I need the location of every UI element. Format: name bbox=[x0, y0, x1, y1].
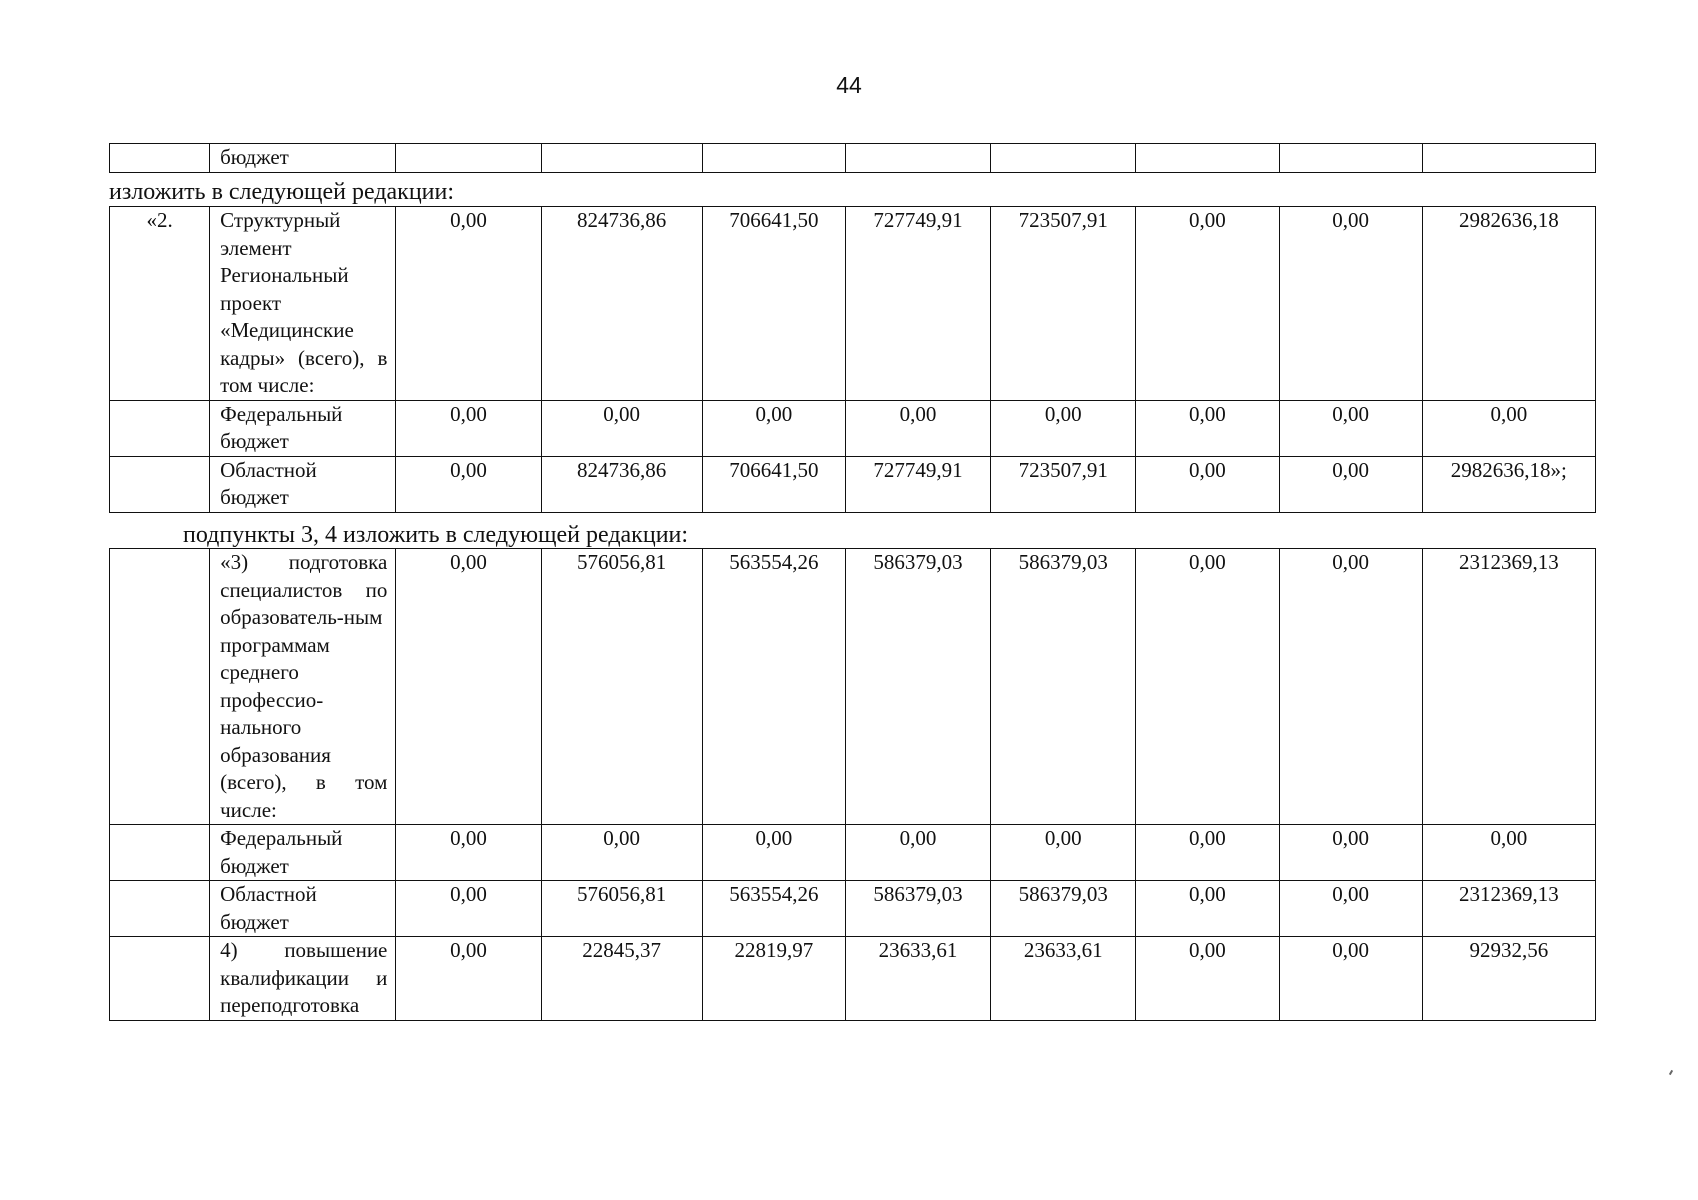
value-cell: 0,00 bbox=[1136, 207, 1279, 401]
value-cell: 0,00 bbox=[396, 825, 541, 881]
row-name-cell: Областной бюджет bbox=[210, 881, 396, 937]
row-name-cell: «3) подготовка специалистов по образователь-ным программам среднего профессио-нального образования (всего), в том числе: bbox=[210, 549, 396, 825]
value-cell: 0,00 bbox=[396, 549, 541, 825]
value-cell: 0,00 bbox=[1136, 825, 1279, 881]
value-cell: 576056,81 bbox=[541, 549, 702, 825]
value-cell: 0,00 bbox=[396, 456, 541, 512]
value-cell: 0,00 bbox=[1422, 400, 1595, 456]
value-cell: 706641,50 bbox=[702, 456, 845, 512]
value-cell: 0,00 bbox=[541, 825, 702, 881]
value-cell: 727749,91 bbox=[845, 456, 990, 512]
value-cell: 23633,61 bbox=[991, 937, 1136, 1021]
value-cell: 2982636,18»; bbox=[1422, 456, 1595, 512]
value-cell: 0,00 bbox=[1136, 456, 1279, 512]
value-cell: 563554,26 bbox=[702, 549, 845, 825]
value-cell: 0,00 bbox=[1279, 456, 1422, 512]
value-cell: 0,00 bbox=[396, 937, 541, 1021]
row-name-cell: Федеральный бюджет bbox=[210, 400, 396, 456]
value-cell: 0,00 bbox=[1279, 937, 1422, 1021]
value-cell: 0,00 bbox=[845, 400, 990, 456]
row-name-cell: 4) повышение квалификации и переподготовка bbox=[210, 937, 396, 1021]
value-cell: 723507,91 bbox=[991, 207, 1136, 401]
value-cell: 0,00 bbox=[1279, 207, 1422, 401]
row-number-cell: «2. bbox=[110, 207, 210, 401]
row-name-cell: Областной бюджет bbox=[210, 456, 396, 512]
table-row bbox=[110, 207, 1596, 401]
value-cell: 0,00 bbox=[1279, 549, 1422, 825]
value-cell: 586379,03 bbox=[845, 881, 990, 937]
value-cell: 563554,26 bbox=[702, 881, 845, 937]
row-number-cell bbox=[110, 825, 210, 881]
table-row bbox=[110, 881, 1596, 937]
caption-edit-note: изложить в следующей редакции: bbox=[109, 179, 455, 205]
table-row bbox=[110, 456, 1596, 512]
row-name-cell: бюджет bbox=[210, 144, 396, 173]
value-cell bbox=[991, 144, 1136, 173]
value-cell: 2312369,13 bbox=[1422, 881, 1595, 937]
caption-subitems-note: подпункты 3, 4 изложить в следующей редакции: bbox=[183, 522, 689, 548]
table-row bbox=[110, 144, 1596, 173]
value-cell: 0,00 bbox=[541, 400, 702, 456]
value-cell: 586379,03 bbox=[991, 881, 1136, 937]
value-cell bbox=[541, 144, 702, 173]
value-cell: 0,00 bbox=[396, 400, 541, 456]
value-cell: 0,00 bbox=[1279, 825, 1422, 881]
value-cell: 0,00 bbox=[991, 825, 1136, 881]
value-cell: 586379,03 bbox=[991, 549, 1136, 825]
value-cell: 0,00 bbox=[396, 881, 541, 937]
value-cell: 824736,86 bbox=[541, 207, 702, 401]
value-cell: 706641,50 bbox=[702, 207, 845, 401]
table-row bbox=[110, 825, 1596, 881]
value-cell: 0,00 bbox=[1136, 400, 1279, 456]
value-cell: 586379,03 bbox=[845, 549, 990, 825]
value-cell bbox=[1422, 144, 1595, 173]
row-number-cell bbox=[110, 144, 210, 173]
value-cell: 0,00 bbox=[1136, 549, 1279, 825]
table-row bbox=[110, 937, 1596, 1021]
row-number-cell bbox=[110, 881, 210, 937]
value-cell: 723507,91 bbox=[991, 456, 1136, 512]
table-subitems bbox=[109, 548, 1596, 1021]
value-cell: 23633,61 bbox=[845, 937, 990, 1021]
table-row bbox=[110, 549, 1596, 825]
row-number-cell bbox=[110, 937, 210, 1021]
value-cell: 0,00 bbox=[396, 207, 541, 401]
value-cell: 0,00 bbox=[702, 400, 845, 456]
value-cell: 0,00 bbox=[702, 825, 845, 881]
value-cell: 0,00 bbox=[1279, 881, 1422, 937]
value-cell: 0,00 bbox=[845, 825, 990, 881]
value-cell: 0,00 bbox=[991, 400, 1136, 456]
value-cell: 0,00 bbox=[1136, 937, 1279, 1021]
scan-speck bbox=[1669, 1070, 1673, 1075]
value-cell: 22819,97 bbox=[702, 937, 845, 1021]
row-number-cell bbox=[110, 549, 210, 825]
table-regional-project bbox=[109, 206, 1596, 513]
row-name-cell: Структурный элемент Региональный проект «Медицинские кадры» (всего), в том числе: bbox=[210, 207, 396, 401]
value-cell bbox=[702, 144, 845, 173]
page-number: 44 bbox=[836, 72, 862, 98]
value-cell: 0,00 bbox=[1279, 400, 1422, 456]
value-cell: 2312369,13 bbox=[1422, 549, 1595, 825]
value-cell bbox=[1279, 144, 1422, 173]
row-number-cell bbox=[110, 456, 210, 512]
value-cell: 0,00 bbox=[1422, 825, 1595, 881]
table-row bbox=[110, 400, 1596, 456]
row-name-cell: Федеральный бюджет bbox=[210, 825, 396, 881]
row-number-cell bbox=[110, 400, 210, 456]
value-cell bbox=[396, 144, 541, 173]
value-cell bbox=[1136, 144, 1279, 173]
value-cell: 576056,81 bbox=[541, 881, 702, 937]
value-cell: 22845,37 bbox=[541, 937, 702, 1021]
value-cell: 0,00 bbox=[1136, 881, 1279, 937]
value-cell: 727749,91 bbox=[845, 207, 990, 401]
value-cell: 2982636,18 bbox=[1422, 207, 1595, 401]
value-cell: 824736,86 bbox=[541, 456, 702, 512]
value-cell: 92932,56 bbox=[1422, 937, 1595, 1021]
value-cell bbox=[845, 144, 990, 173]
table-top bbox=[109, 143, 1596, 173]
